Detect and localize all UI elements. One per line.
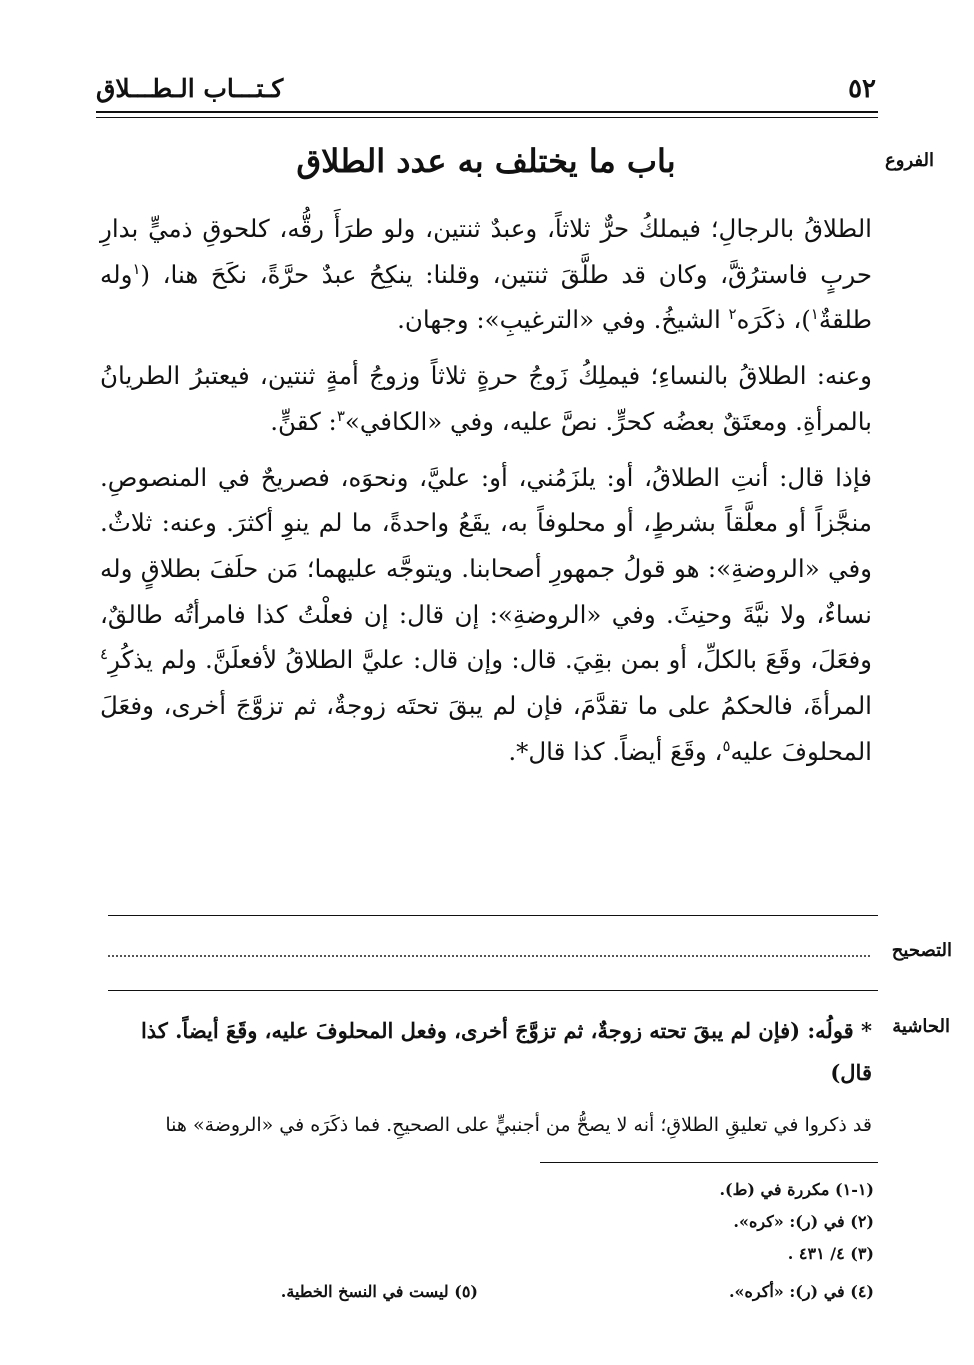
footnote-3: (٣) ٤/ ٤٣١ . <box>787 1244 874 1263</box>
footnote-marker: ٢ <box>728 305 737 324</box>
text-run: فإذا قال: أنتِ الطلاقُ، أو: يلزَمُني، أو: عليَّ، ونحوَه، فصريحٌ في المنصوصِ. منجَّزاً أو معلَّقاً بشرطٍ، أو محلوفاً به، يقَعُ واحدةً، ما لم ينوِ أكثرَ. وعنه: ثلاثٌ. وفي «الروضةِ»: هو قولُ جمهورِ أصحابنا. ويتوجَّه عليهما؛ مَن حلَفَ بطلاقٍ وله نساءٌ، ولا نيَّةَ وحنِثَ. وفي «الروضةِ»: إن قال: إن فعلْتُ كذا فامرأتُه طالقٌ، وفعَلَ، وقَعَ بالكلِّ، أو بمن بقِيَ. قال: وإن قال: عليَّ الطلاقُ لأفعلَنَّ. ولم يذكُرِ <box>100 462 872 675</box>
page-number: ٥٢ <box>848 74 876 104</box>
margin-label-furu: الفروع <box>885 150 934 171</box>
text-run: ، وقَعَ أيضاً. كذا قال*. <box>508 736 723 766</box>
header-rule-thin <box>96 117 878 118</box>
main-text <box>100 206 872 784</box>
footnote-5: (٥) ليست في النسخ الخطية. <box>280 1282 478 1301</box>
text-run: الشيخُ. وفي «الترغيبِ»: وجهان. <box>397 305 729 335</box>
paragraph-2 <box>100 353 872 444</box>
hashiya-text <box>102 1010 872 1094</box>
margin-label-tashih: التصحيح <box>891 940 952 961</box>
footnote-marker: ١ <box>810 305 819 324</box>
hashiya-continuation: قد ذكروا في تعليقِ الطلاقِ؛ أنه لا يصحُّ من أجنبيٍّ على الصحيحِ. فما ذكَرَه في «الروضة» هنا <box>165 1114 872 1136</box>
text-run: المرأةَ، فالحكمُ على ما تقدَّمَ، فإن لم يبقَ تحتَه زوجةٌ، ثم تزوَّجَ أخرى، وفعَلَ المحلوفَ عليه <box>100 691 872 766</box>
paragraph-3 <box>100 455 872 775</box>
margin-label-hashiya: الحاشية <box>892 1016 950 1037</box>
hashiya-lead: قولُه: <box>807 1018 854 1043</box>
footnotes-rule <box>540 1162 878 1163</box>
text-run: وعنه: الطلاقُ بالنساءِ؛ فيملِكُ زَوجُ حرةٍ ثلاثاً وزوجُ أمةٍ ثنتين، فيعتبرُ الطريانُ بالمرأةِ. ومعتَقٌ بعضُه كحرٍّ. نصَّ عليه، وفي «الكافي» <box>100 361 872 436</box>
text-run: : كقنٍّ. <box>270 406 337 436</box>
tashih-rule-bottom <box>108 990 878 991</box>
text-run: الطلاقُ بالرجالِ؛ فيملكُ حرٌّ ثلاثاً، وعبدٌ ثنتين، ولو طرَأَ رقُّه، كلحوقِ ذميٍّ بدارِ حربٍ فاسترُقَّ، وكان قد طلَّقَ ثنتين، وقلنا: ينكِحُ عبدٌ حرَّةً، نكَحَ هنا، ( <box>100 214 872 289</box>
chapter-title: باب ما يختلف به عدد الطلاق <box>296 142 676 180</box>
footnote-marker: ١ <box>132 259 141 278</box>
header-rule-thick <box>96 111 878 113</box>
footnote-marker: ٣ <box>336 406 345 425</box>
page-header <box>96 72 876 108</box>
text-run: )، ذكَرَه <box>736 305 811 335</box>
hashiya-quote: (فإن لم يبقَ تحته زوجةٌ، ثم تزوَّجَ أخرى، وفعل المحلوفَ عليه، وقَعَ أيضاً. كذا قال) <box>140 1018 872 1085</box>
footnote-marker: ٥ <box>722 736 731 755</box>
footnote-4: (٤) في (ر): «أكره». <box>728 1282 874 1301</box>
footnote-1: (١-١) مكررة في (ط). <box>719 1180 874 1199</box>
text-run: وله طلقةٌ <box>100 259 872 335</box>
tashih-dotted-line <box>108 955 870 957</box>
footnote-2: (٢) في (ر): «كره». <box>733 1212 874 1231</box>
running-title: كـتـــاب الـطـــلاق <box>96 74 284 103</box>
tashih-rule-top <box>108 915 878 916</box>
paragraph-1 <box>100 206 872 343</box>
footnote-marker: ٤ <box>100 645 109 664</box>
star-marker: * <box>861 1018 872 1043</box>
